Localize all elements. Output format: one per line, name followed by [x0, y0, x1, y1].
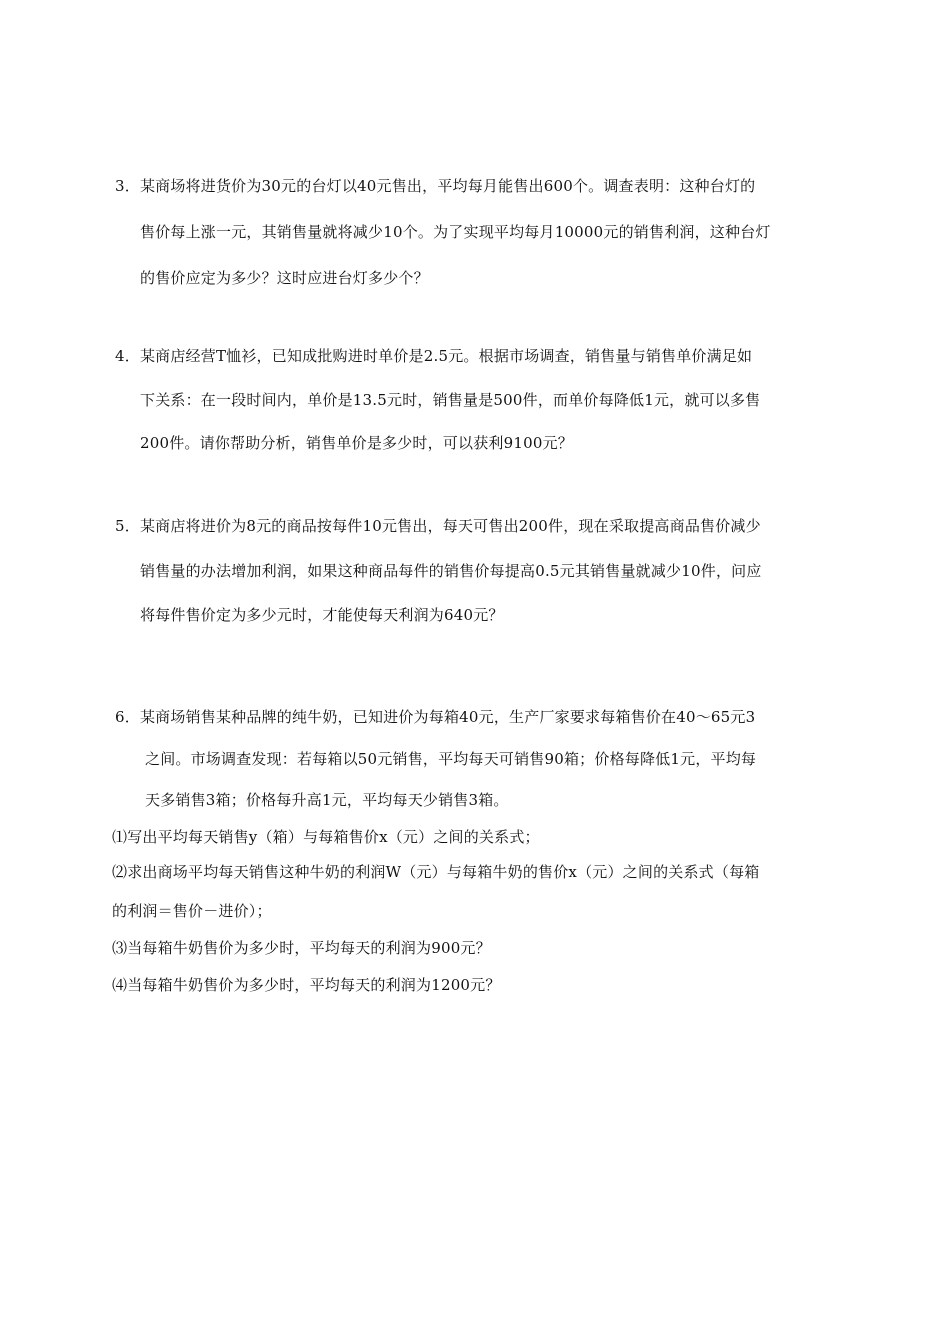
problem-3-line-1 — [115, 176, 755, 196]
problem-text: 某商场销售某种品牌的纯牛奶，已知进价为每箱40元，生产厂家要求每箱售价在40～65元3 — [139, 708, 756, 726]
problem-number: 5． — [115, 517, 140, 535]
problem-number: 6． — [115, 708, 140, 726]
problem-text: 某商场将进货价为30元的台灯以40元售出，平均每月能售出600个。调查表明：这种台灯的 — [139, 177, 756, 195]
problem-text: 某商店经营T恤衫，已知成批购进时单价是2.5元。根据市场调查，销售量与销售单价满足如 — [139, 347, 753, 365]
problem-5-line-3: 将每件售价定为多少元时，才能使每天利润为640元？ — [140, 606, 504, 624]
subquestion-4: ⑷当每箱牛奶售价为多少时，平均每天的利润为1200元？ — [112, 976, 501, 994]
problem-number: 3． — [115, 177, 140, 195]
subquestion-2: ⑵求出商场平均每天销售这种牛奶的利润W（元）与每箱牛奶的售价x（元）之间的关系式（每箱 — [112, 863, 760, 881]
problem-3-line-2: 售价每上涨一元，其销售量就将减少10个。为了实现平均每月10000元的销售利润，这种台灯 — [140, 223, 771, 241]
problem-6-line-3: 天多销售3箱；价格每升高1元，平均每天少销售3箱。 — [145, 791, 509, 809]
problem-6-line-1 — [115, 707, 755, 727]
problem-text: 某商店将进价为8元的商品按每件10元售出，每天可售出200件，现在采取提高商品售价减少 — [139, 517, 761, 535]
problem-5-line-2: 销售量的办法增加利润，如果这种商品每件的销售价每提高0.5元其销售量就减少10件，问应 — [140, 562, 762, 580]
subquestion-1: ⑴写出平均每天销售y（箱）与每箱售价x（元）之间的关系式； — [112, 828, 540, 846]
subquestion-3: ⑶当每箱牛奶售价为多少时，平均每天的利润为900元？ — [112, 939, 491, 957]
problem-4-line-2: 下关系：在一段时间内，单价是13.5元时，销售量是500件，而单价每降低1元，就可以多售 — [140, 391, 761, 409]
problem-4-line-1 — [115, 346, 752, 366]
problem-4-line-3: 200件。请你帮助分析，销售单价是多少时，可以获利9100元？ — [140, 434, 574, 452]
subquestion-2-continued: 的利润＝售价－进价）； — [112, 902, 272, 920]
problem-5-line-1 — [115, 516, 761, 536]
problem-6-line-2: 之间。市场调查发现：若每箱以50元销售，平均每天可销售90箱；价格每降低1元，平均每 — [145, 750, 757, 768]
problem-number: 4． — [115, 347, 140, 365]
problem-3-line-3: 的售价应定为多少？这时应进台灯多少个？ — [140, 269, 429, 287]
